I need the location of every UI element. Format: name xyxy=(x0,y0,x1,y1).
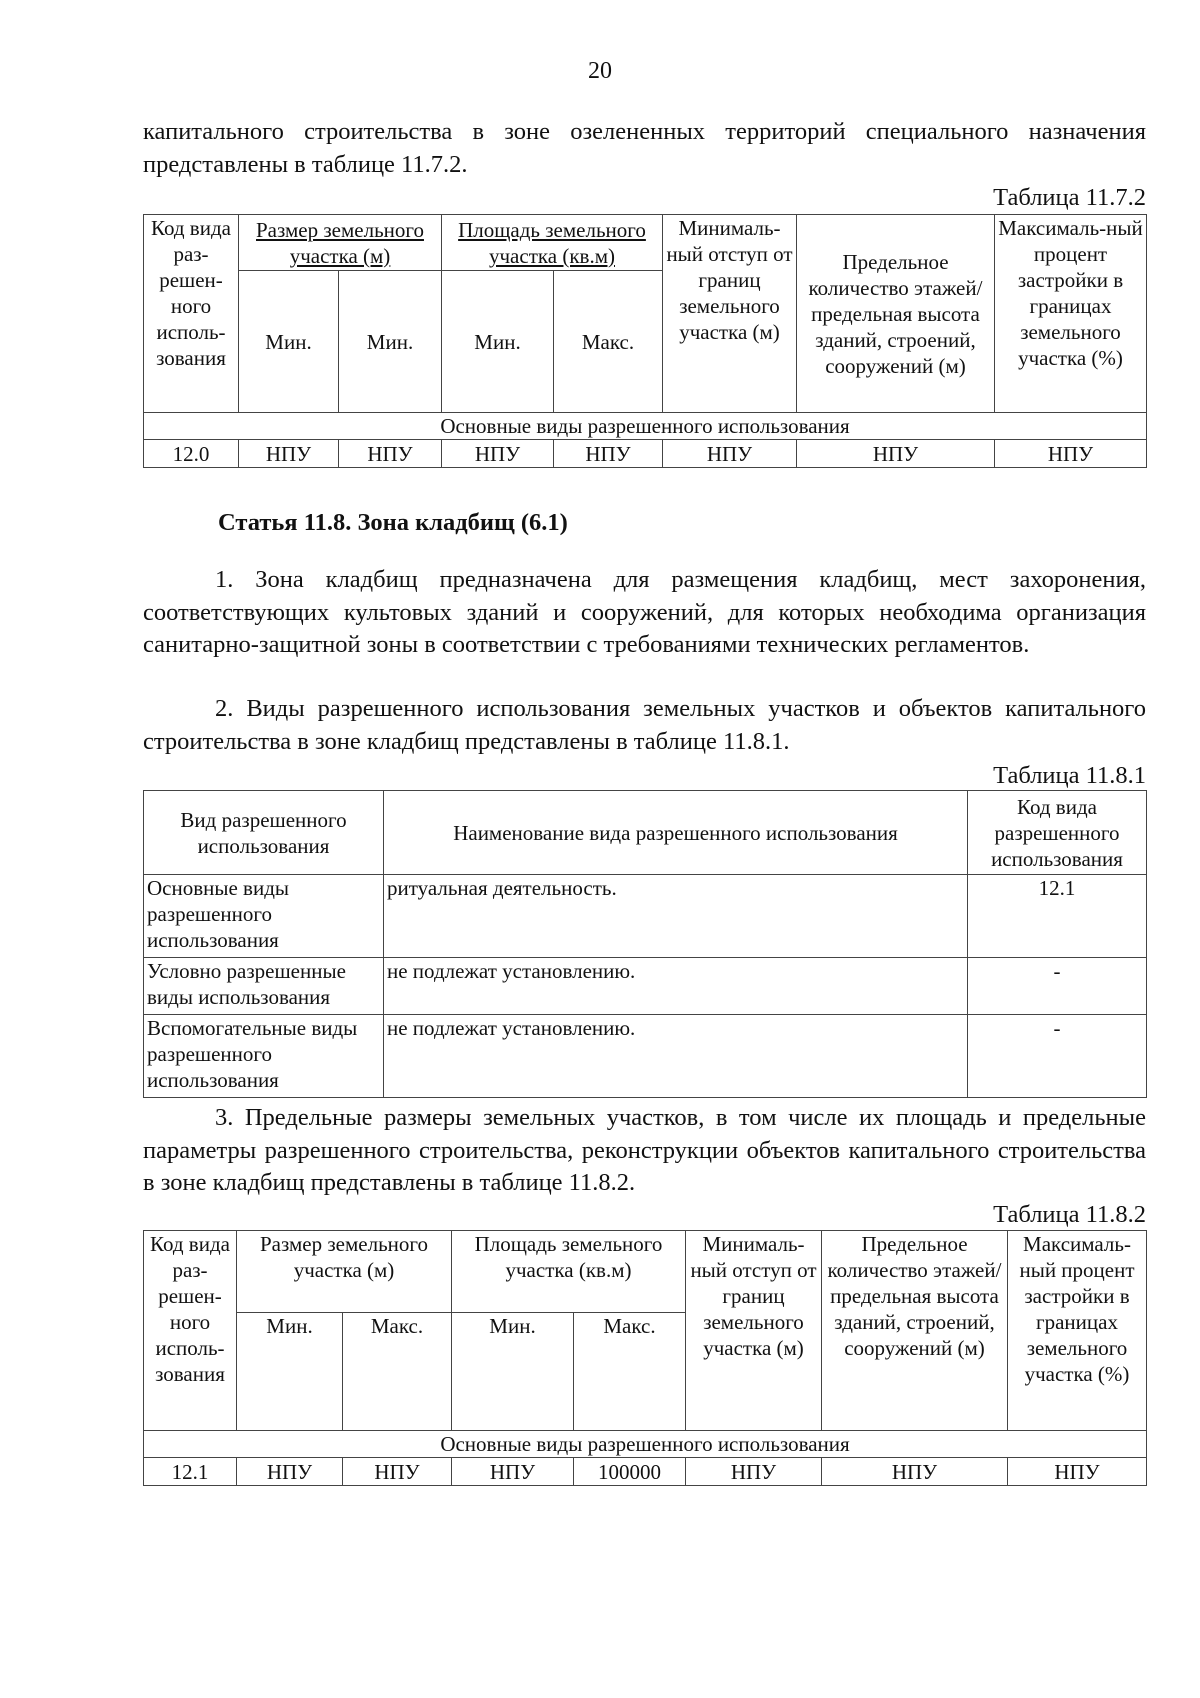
header-code: Код вида разрешенного использования xyxy=(968,791,1147,875)
row-code: - xyxy=(968,958,1147,1015)
header-plot-size: Размер земельного участка (м) xyxy=(237,1231,452,1313)
subheader-min: Мин. xyxy=(452,1313,574,1431)
subheader-min: Мин. xyxy=(237,1313,343,1431)
table-11-7-2 xyxy=(143,214,1147,468)
header-name: Наименование вида разрешенного использования xyxy=(384,791,968,875)
table-11-8-2 xyxy=(143,1230,1147,1486)
cell-value: НПУ xyxy=(442,440,554,468)
page-number: 20 xyxy=(588,58,612,84)
row-name: не подлежат установлению. xyxy=(384,1015,968,1098)
row-code: 12.1 xyxy=(968,875,1147,958)
row-kind: Вспомогательные виды разрешенного использования xyxy=(144,1015,384,1098)
header-floors: Предельное количество этажей/ предельная высота зданий, строений, сооружений (м) xyxy=(797,215,995,413)
cell-value: 100000 xyxy=(574,1458,686,1486)
row-kind: Основные виды разрешенного использования xyxy=(144,875,384,958)
cell-value: НПУ xyxy=(239,440,339,468)
header-floors: Предельное количество этажей/ предельная высота зданий, строений, сооружений (м) xyxy=(822,1231,1008,1431)
cell-value: НПУ xyxy=(554,440,663,468)
header-plot-size: Размер земельного участка (м) xyxy=(239,215,442,271)
header-plot-area: Площадь земельного участка (кв.м) xyxy=(442,215,663,271)
cell-code: 12.1 xyxy=(144,1458,237,1486)
header-kind: Вид разрешенного использования xyxy=(144,791,384,875)
table-11-7-2-caption: Таблица 11.7.2 xyxy=(993,184,1146,211)
row-name: не подлежат установлению. xyxy=(384,958,968,1015)
paragraph-3: 3. Предельные размеры земельных участков, в том числе их площадь и предельные параметры разрешенного строительства, реконструкции объектов капитального строительства в зоне кладбищ представлены в таблице 11.8.2. xyxy=(143,1104,1146,1196)
row-name: ритуальная деятельность. xyxy=(384,875,968,958)
cell-value: НПУ xyxy=(452,1458,574,1486)
header-setback: Минималь-ный отступ от границ земельного участка (м) xyxy=(663,215,797,413)
subheader-max: Макс. xyxy=(554,271,663,413)
cell-value: НПУ xyxy=(339,440,442,468)
cell-value: НПУ xyxy=(686,1458,822,1486)
header-coverage: Максималь-ный процент застройки в границах земельного участка (%) xyxy=(995,215,1147,413)
cell-value: НПУ xyxy=(1008,1458,1147,1486)
row-code: - xyxy=(968,1015,1147,1098)
section-row: Основные виды разрешенного использования xyxy=(144,413,1147,440)
table-11-8-1 xyxy=(143,790,1147,1098)
table-11-8-1-caption: Таблица 11.8.1 xyxy=(993,762,1146,789)
header-plot-area: Площадь земельного участка (кв.м) xyxy=(452,1231,686,1313)
header-code: Код вида раз-решен-ного исполь-зования xyxy=(144,215,239,413)
cell-value: НПУ xyxy=(343,1458,452,1486)
subheader-max: Макс. xyxy=(574,1313,686,1431)
cell-value: НПУ xyxy=(822,1458,1008,1486)
cell-value: НПУ xyxy=(663,440,797,468)
article-heading: Статья 11.8. Зона кладбищ (6.1) xyxy=(218,509,568,536)
subheader-min: Мин. xyxy=(239,271,339,413)
intro-paragraph: капитального строительства в зоне озелененных территорий специального назначения представлены в таблице 11.7.2. xyxy=(143,118,1146,178)
subheader-min: Мин. xyxy=(339,271,442,413)
cell-value: НПУ xyxy=(995,440,1147,468)
header-code: Код вида раз-решен-ного исполь-зования xyxy=(144,1231,237,1431)
cell-value: НПУ xyxy=(797,440,995,468)
paragraph-2: 2. Виды разрешенного использования земельных участков и объектов капитального строительства в зоне кладбищ представлены в таблице 11.8.1. xyxy=(143,695,1146,755)
cell-code: 12.0 xyxy=(144,440,239,468)
table-11-8-2-caption: Таблица 11.8.2 xyxy=(993,1201,1146,1228)
subheader-min: Мин. xyxy=(442,271,554,413)
header-coverage: Максималь-ный процент застройки в границах земельного участка (%) xyxy=(1008,1231,1147,1431)
header-setback: Минималь-ный отступ от границ земельного участка (м) xyxy=(686,1231,822,1431)
row-kind: Условно разрешенные виды использования xyxy=(144,958,384,1015)
subheader-max: Макс. xyxy=(343,1313,452,1431)
cell-value: НПУ xyxy=(237,1458,343,1486)
section-row: Основные виды разрешенного использования xyxy=(144,1431,1147,1458)
paragraph-1: 1. Зона кладбищ предназначена для размещения кладбищ, мест захоронения, соответствующих культовых зданий и сооружений, для которых необходима организация санитарно-защитной зоны в соответствии с требованиями технических регламентов. xyxy=(143,566,1146,658)
